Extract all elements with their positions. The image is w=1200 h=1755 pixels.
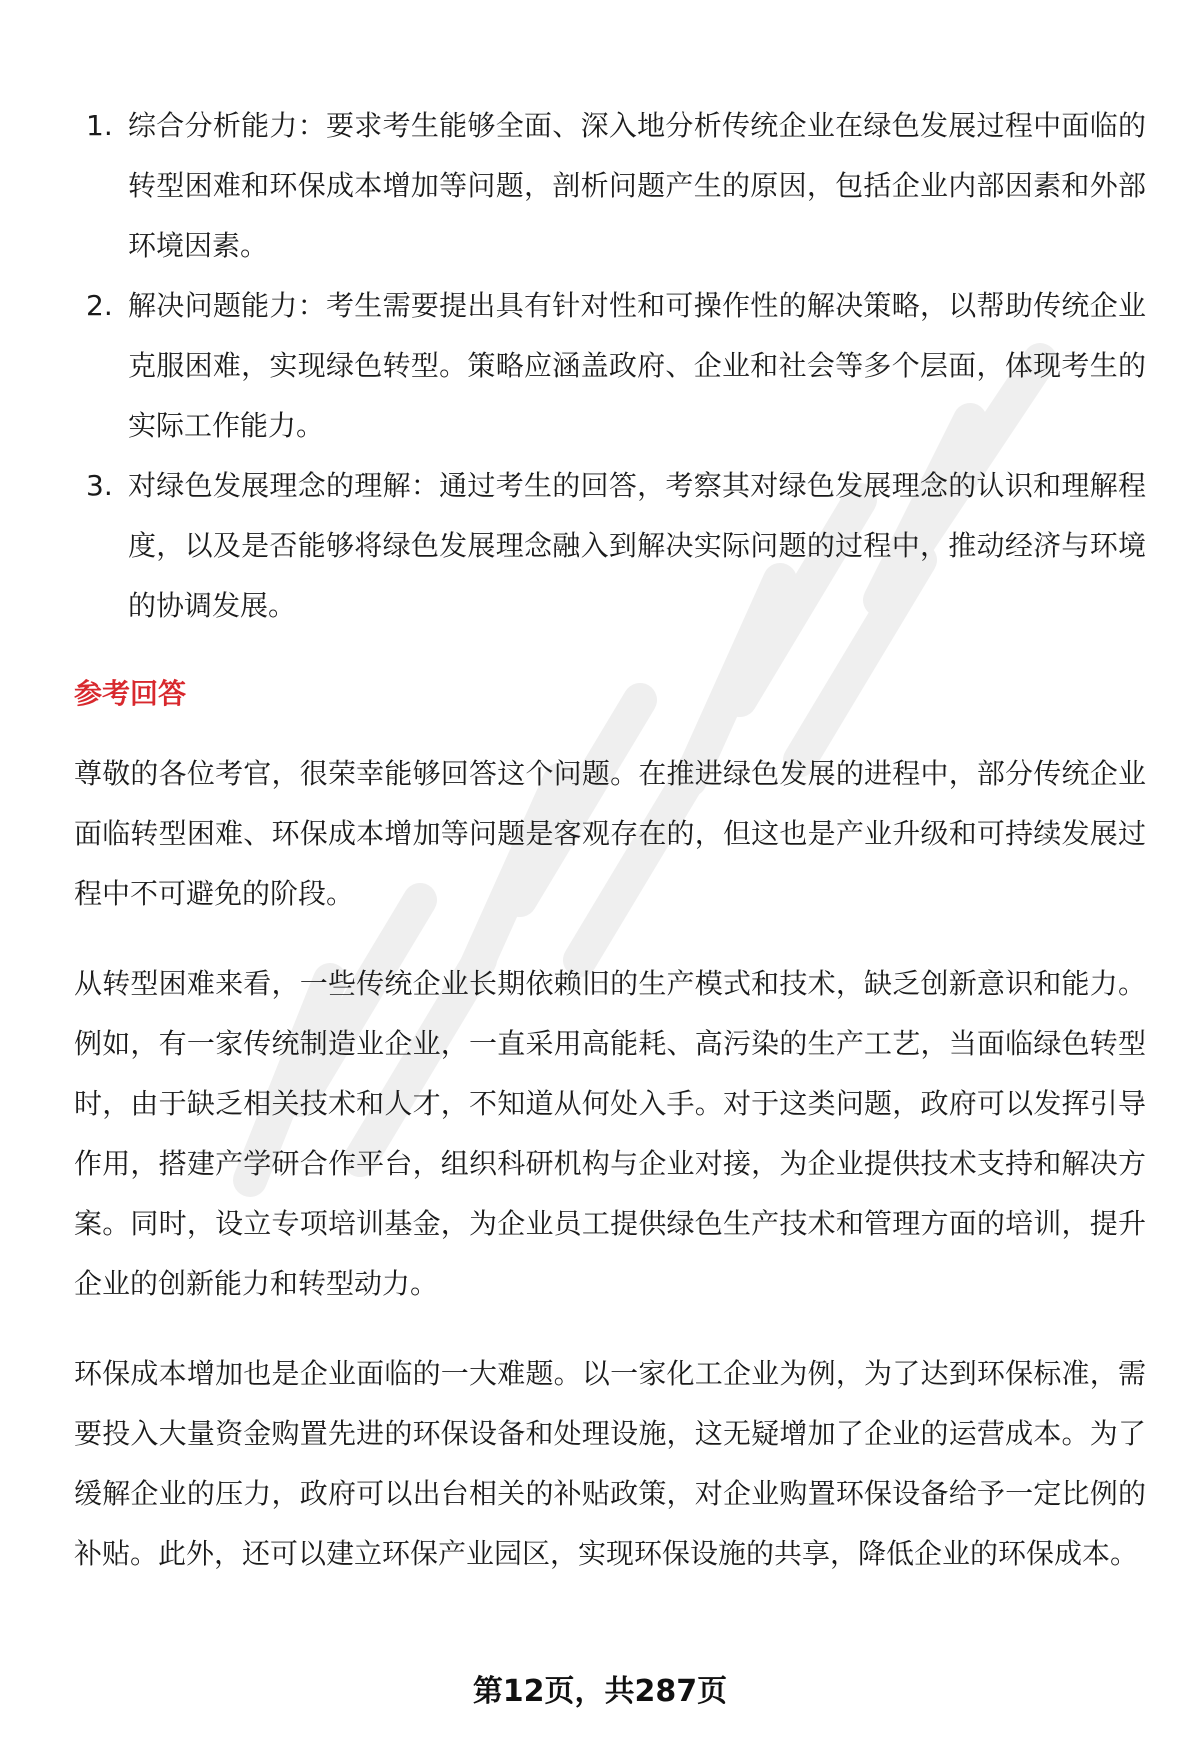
document-page [74, 96, 1146, 1614]
criteria-number: 2. [86, 289, 113, 322]
criteria-number: 1. [86, 109, 113, 142]
criteria-item [74, 276, 1146, 456]
page-number-footer: 第12页，共287页 [472, 1674, 728, 1709]
criteria-item [74, 456, 1146, 636]
criteria-number: 3. [86, 469, 113, 502]
answer-paragraph: 从转型困难来看，一些传统企业长期依赖旧的生产模式和技术，缺乏创新意识和能力。例如，有一家传统制造业企业，一直采用高能耗、高污染的生产工艺，当面临绿色转型时，由于缺乏相关技术和人才，不知道从何处入手。对于这类问题，政府可以发挥引导作用，搭建产学研合作平台，组织科研机构与企业对接，为企业提供技术支持和解决方案。同时，设立专项培训基金，为企业员工提供绿色生产技术和管理方面的培训，提升企业的创新能力和转型动力。 [74, 967, 1146, 1300]
criteria-item [74, 96, 1146, 276]
criteria-text: 综合分析能力：要求考生能够全面、深入地分析传统企业在绿色发展过程中面临的转型困难和环保成本增加等问题，剖析问题产生的原因，包括企业内部因素和外部环境因素。 [128, 109, 1146, 262]
criteria-text: 对绿色发展理念的理解：通过考生的回答，考察其对绿色发展理念的认识和理解程度，以及是否能够将绿色发展理念融入到解决实际问题的过程中，推动经济与环境的协调发展。 [128, 469, 1146, 622]
answer-paragraph: 环保成本增加也是企业面临的一大难题。以一家化工企业为例，为了达到环保标准，需要投入大量资金购置先进的环保设备和处理设施，这无疑增加了企业的运营成本。为了缓解企业的压力，政府可以出台相关的补贴政策，对企业购置环保设备给予一定比例的补贴。此外，还可以建立环保产业园区，实现环保设施的共享，降低企业的环保成本。 [74, 1357, 1146, 1570]
answer-paragraph: 尊敬的各位考官，很荣幸能够回答这个问题。在推进绿色发展的进程中，部分传统企业面临转型困难、环保成本增加等问题是客观存在的，但这也是产业升级和可持续发展过程中不可避免的阶段。 [74, 757, 1146, 910]
criteria-text: 解决问题能力：考生需要提出具有针对性和可操作性的解决策略，以帮助传统企业克服困难，实现绿色转型。策略应涵盖政府、企业和社会等多个层面，体现考生的实际工作能力。 [128, 289, 1146, 442]
reference-answer-heading: 参考回答 [74, 677, 187, 710]
evaluation-criteria-list [74, 96, 1146, 636]
